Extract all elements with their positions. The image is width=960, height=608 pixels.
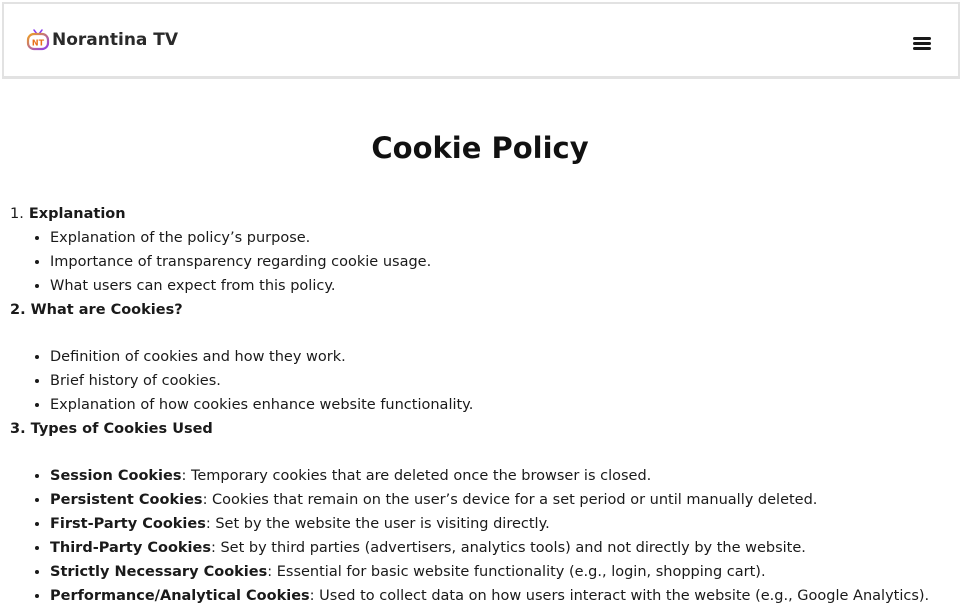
section-heading — [10, 298, 950, 322]
cookie-desc: : Used to collect data on how users interact with the website (e.g., Google Analytics). — [309, 588, 930, 604]
list-item — [50, 488, 950, 512]
logo-glyph: NT — [31, 38, 45, 48]
cookie-term: Third-Party Cookies — [50, 540, 211, 556]
cookie-term: Persistent Cookies — [50, 492, 203, 508]
list-item: • Brief history of cookies. — [50, 369, 950, 393]
section-heading — [10, 202, 950, 226]
section-number: 2. — [10, 302, 26, 318]
cookie-desc: : Set by the website the user is visiting directly. — [205, 516, 550, 532]
section-number: 1. — [10, 206, 24, 222]
list-item: • Explanation of how cookies enhance website functionality. — [50, 393, 950, 417]
section-heading — [10, 417, 950, 441]
cookie-desc: : Essential for basic website functionality (e.g., login, shopping cart). — [267, 564, 766, 580]
tv-logo-icon — [26, 28, 50, 52]
list-item — [50, 584, 950, 608]
list-item — [50, 464, 950, 488]
cookie-term: Performance/Analytical Cookies — [50, 588, 310, 604]
section-number: 3. — [10, 421, 26, 437]
list-item: • What users can expect from this policy. — [50, 274, 950, 298]
section-list — [10, 226, 950, 298]
cookie-term: First-Party Cookies — [50, 516, 206, 532]
site-header — [2, 2, 960, 79]
section-title: What are Cookies? — [30, 302, 183, 318]
section-title: Types of Cookies Used — [30, 421, 213, 437]
list-item: • Definition of cookies and how they work. — [50, 345, 950, 369]
hamburger-menu-icon[interactable] — [910, 31, 934, 55]
site-logo[interactable] — [26, 28, 178, 52]
page-title: Cookie Policy — [371, 131, 589, 165]
section-list — [10, 345, 950, 417]
cookie-desc: : Temporary cookies that are deleted once the browser is closed. — [181, 468, 652, 484]
list-item: • Explanation of the policy’s purpose. — [50, 226, 950, 250]
cookie-desc: : Cookies that remain on the user’s device for a set period or until manually deleted. — [202, 492, 818, 508]
cookie-term: Strictly Necessary Cookies — [50, 564, 268, 580]
list-item — [50, 560, 950, 584]
section-title: Explanation — [28, 206, 126, 222]
list-item — [50, 536, 950, 560]
section-list — [10, 464, 950, 608]
list-item: • Importance of transparency regarding cookie usage. — [50, 250, 950, 274]
cookie-desc: : Set by third parties (advertisers, analytics tools) and not directly by the website. — [210, 540, 806, 556]
list-item — [50, 512, 950, 536]
brand-name[interactable]: Norantina TV — [52, 30, 179, 50]
cookie-term: Session Cookies — [50, 468, 182, 484]
policy-content — [10, 202, 950, 608]
